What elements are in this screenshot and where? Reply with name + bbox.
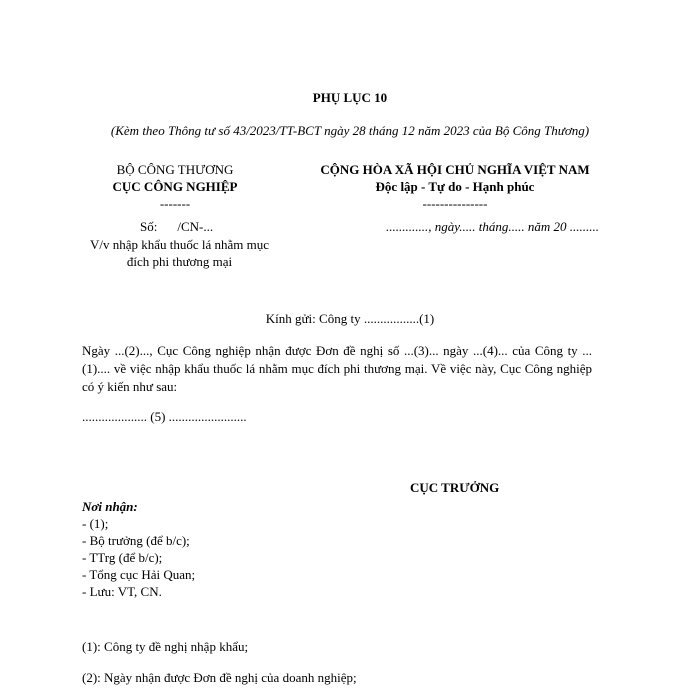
recipient-item: - Lưu: VT, CN. [82, 584, 162, 599]
recipient-item: - Bộ trưởng (để b/c); [82, 533, 190, 548]
national-header [290, 161, 620, 212]
content-placeholder: .................... (5) ........................ [82, 409, 247, 424]
recipient-item: - (1); [82, 516, 109, 531]
footnote: (2): Ngày nhận được Đơn đề nghị của doanh nghiệp; [82, 670, 357, 685]
document-number-value: /CN-... [177, 219, 214, 234]
recipients-heading: Nơi nhận: [82, 499, 138, 514]
issuing-organization [90, 161, 260, 212]
appendix-subtitle: (Kèm theo Thông tư số 43/2023/TT-BCT ngày 28 tháng 12 năm 2023 của Bộ Công Thương) [110, 123, 590, 138]
salutation: Kính gửi: Công ty .................(1) [265, 311, 435, 326]
country-name: CỘNG HÒA XÃ HỘI CHỦ NGHĨA VIỆT NAM [320, 162, 590, 177]
document-subject: V/v nhập khẩu thuốc lá nhằm mục đích phi thương mại [89, 237, 270, 269]
department-name: CỤC CÔNG NGHIỆP [112, 179, 238, 194]
ministry-name: BỘ CÔNG THƯƠNG [116, 162, 234, 177]
document-number-label: Số: [140, 219, 158, 234]
motto-separator: --------------- [422, 196, 488, 211]
date-line: ............., ngày..... tháng..... năm 20 ......... [386, 219, 600, 234]
recipient-item: - TTrg (để b/c); [82, 550, 163, 565]
document-number [140, 219, 213, 235]
recipients-list [82, 498, 195, 600]
national-motto: Độc lập - Tự do - Hạnh phúc [375, 179, 535, 194]
footnote: (1): Công ty đề nghị nhập khẩu; [82, 639, 249, 654]
letter-body: Ngày ...(2)..., Cục Công nghiệp nhận được Đơn đề nghị số ...(3)... ngày ...(4)... của Công ty ...(1).... về việc nhập khẩu thuốc lá nhằm mục đích phi thương mại. Về việc này, Cục Công nghiệp có ý kiến như sau: [82, 343, 592, 394]
org-separator: ------- [159, 196, 191, 211]
appendix-title: PHỤ LỤC 10 [312, 90, 388, 105]
signer-title: CỤC TRƯỞNG [410, 480, 500, 495]
recipient-item: - Tổng cục Hải Quan; [82, 567, 196, 582]
